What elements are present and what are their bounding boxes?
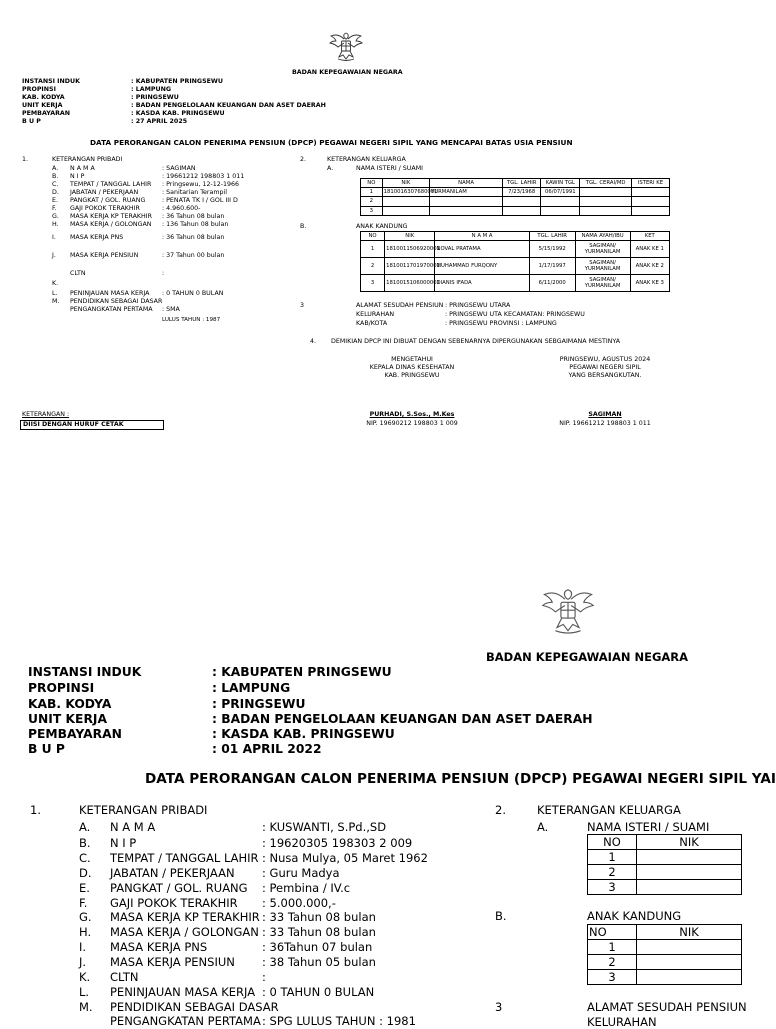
item-value: : PENATA TK I / GOL III D xyxy=(162,197,238,204)
table-cell: DIANIS IFADA xyxy=(435,275,529,292)
item-value: : 5.000.000,- xyxy=(262,896,336,910)
item-key: F. xyxy=(52,205,57,212)
item-key: D. xyxy=(79,866,92,880)
table-cell: ANAK KE 1 xyxy=(630,241,670,258)
item-label: GAJI POKOK TERAKHIR xyxy=(70,205,140,212)
statement-text: DEMIKIAN DPCP INI DIBUAT DENGAN SEBENARNYA DIPERGUNAKAN SEBGAIMANA MESTINYA xyxy=(331,338,621,345)
column-header: NO xyxy=(361,179,383,188)
item-value: : 19620305 198303 2 009 xyxy=(262,836,413,850)
item-label: TEMPAT / TANGGAL LAHIR xyxy=(110,851,259,865)
table-cell: 06/07/1991 xyxy=(541,188,580,197)
column-header: KET xyxy=(630,232,670,241)
address-label: KAB/KOTA xyxy=(356,320,388,327)
header-label: INSTANSI INDUK xyxy=(22,78,80,85)
section-number: 2. xyxy=(300,156,307,163)
item-key: F. xyxy=(79,896,88,910)
item-label: CLTN xyxy=(70,270,86,277)
table-cell: NOVAL PRATAMA xyxy=(435,241,529,258)
item-label: N A M A xyxy=(70,165,95,172)
item-key: J. xyxy=(52,252,56,259)
signature-right xyxy=(555,356,655,381)
item-label: PENINJAUAN MASA KERJA xyxy=(110,985,256,999)
table-cell: 2 xyxy=(588,865,637,880)
item-value: : SMA xyxy=(162,306,180,313)
agency-title: BADAN KEPEGAWAIAN NEGARA xyxy=(486,650,689,664)
item-value: : 0 TAHUN 0 BULAN xyxy=(262,985,375,999)
signature-line: PRINGSEWU, AGUSTUS 2024 xyxy=(559,356,651,363)
item-key: A. xyxy=(327,165,334,172)
column-header: NAMA xyxy=(430,179,503,188)
column-header: NO xyxy=(588,925,637,940)
item-key: H. xyxy=(79,925,92,939)
header-value: : LAMPUNG xyxy=(212,681,291,695)
column-header: N A M A xyxy=(435,232,529,241)
table-row xyxy=(588,970,742,985)
item-value: : 4.960.600- xyxy=(162,205,201,212)
header-label: UNIT KERJA xyxy=(28,712,108,726)
address-value: : PRINGSEWU PROVINSI : LAMPUNG xyxy=(445,320,557,327)
item-label: PANGKAT / GOL. RUANG xyxy=(110,881,248,895)
item-label: MASA KERJA PENSIUN xyxy=(70,252,139,259)
item-value: : 36Tahun 07 bulan xyxy=(262,940,373,954)
item-label: MASA KERJA / GOLONGAN xyxy=(70,221,152,228)
item-value: : SAGIMAN xyxy=(162,165,196,172)
subsection-title: NAMA ISTERI / SUAMI xyxy=(587,820,710,834)
item-label: PENGANGKATAN PERTAMA xyxy=(70,306,153,313)
table-row xyxy=(361,241,670,258)
table-cell: 1 xyxy=(361,188,383,197)
table-row xyxy=(588,940,742,955)
item-key: G. xyxy=(79,910,92,924)
item-label: PENDIDIKAN SEBAGAI DASAR xyxy=(110,1000,279,1014)
item-label: MASA KERJA KP TERAKHIR xyxy=(70,213,152,220)
column-header: NIK xyxy=(382,179,429,188)
header-value: : 27 APRIL 2025 xyxy=(131,118,188,125)
item-label: MASA KERJA PNS xyxy=(110,940,208,954)
item-value: : 36 Tahun 08 bulan xyxy=(162,234,225,241)
address-label: ALAMAT SESUDAH PENSIUN xyxy=(356,302,444,309)
signature-line: YANG BERSANGKUTAN. xyxy=(568,372,642,380)
item-key: B. xyxy=(495,909,507,923)
column-header: TGL. LAHIR xyxy=(503,179,541,188)
item-key: D. xyxy=(52,189,59,196)
table-cell: ANAK KE 2 xyxy=(630,258,670,275)
section-number: 4. xyxy=(310,338,317,345)
item-value: : 19661212 198803 1 011 xyxy=(162,173,245,180)
signature-left xyxy=(362,356,462,381)
item-label: CLTN xyxy=(110,970,139,984)
table-row xyxy=(361,188,670,197)
item-value: : 0 TAHUN 0 BULAN xyxy=(162,290,224,297)
table-row xyxy=(588,850,742,865)
item-key: E. xyxy=(79,881,90,895)
item-value: : 136 Tahun 08 bulan xyxy=(162,221,229,228)
address-label: ALAMAT SESUDAH PENSIUN xyxy=(587,1000,747,1014)
table-cell: 1810011701970001 xyxy=(385,258,435,275)
table-cell xyxy=(580,188,632,197)
item-key: M. xyxy=(79,1000,93,1014)
address-label: KELURAHAN xyxy=(356,311,395,318)
table-cell: 1810011506920001 xyxy=(385,241,435,258)
column-header: KAWIN TGL xyxy=(541,179,580,188)
item-label: N A M A xyxy=(110,820,156,834)
item-value: : SPG LULUS TAHUN : 1981 xyxy=(262,1014,416,1028)
header-value: : KASDA KAB. PRINGSEWU xyxy=(131,110,225,117)
header-value: : PRINGSEWU xyxy=(131,94,179,101)
item-key: K. xyxy=(79,970,91,984)
item-key: A. xyxy=(537,820,549,834)
item-key: B. xyxy=(300,223,307,230)
table-row xyxy=(588,880,742,895)
signature-line: KAB. PRINGSEWU xyxy=(384,372,440,380)
section-number: 2. xyxy=(495,803,506,817)
item-key: M. xyxy=(52,298,60,305)
item-key: H. xyxy=(52,221,59,228)
item-value: : 33 Tahun 08 bulan xyxy=(262,925,376,939)
item-key: A. xyxy=(52,165,59,172)
item-key: E. xyxy=(52,197,58,204)
item-label: PENINJAUAN MASA KERJA xyxy=(70,290,150,297)
agency-title: BADAN KEPEGAWAIAN NEGARA xyxy=(292,69,403,76)
item-value: : Sanitarian Terampil xyxy=(162,189,227,196)
table-cell xyxy=(631,188,669,197)
item-key: C. xyxy=(79,851,91,865)
table-cell: SAGIMAN/ YURMANILAM xyxy=(575,275,630,292)
item-key: I. xyxy=(52,234,56,241)
item-key: C. xyxy=(52,181,59,188)
section-number: 3 xyxy=(495,1000,503,1014)
subsection-title: ANAK KANDUNG xyxy=(356,223,408,230)
item-value: : Nusa Mulya, 05 Maret 1962 xyxy=(262,851,428,865)
header-label: KAB. KODYA xyxy=(28,697,112,711)
item-key: L. xyxy=(79,985,90,999)
address-label: KELURAHAN xyxy=(587,1015,657,1029)
item-key: J. xyxy=(79,955,87,969)
header-label: INSTANSI INDUK xyxy=(28,665,142,679)
item-label: N I P xyxy=(110,836,137,850)
item-label: PENGANGKATAN PERTAMA xyxy=(110,1014,261,1028)
table-cell: ANAK KE 3 xyxy=(630,275,670,292)
header-label: KAB. KODYA xyxy=(22,94,65,101)
spouse-table xyxy=(360,178,670,216)
item-value: : 33 Tahun 08 bulan xyxy=(262,910,376,924)
item-key: B. xyxy=(79,836,91,850)
children-table xyxy=(360,231,670,292)
item-value: : xyxy=(262,970,266,984)
signature-line: PEGAWAI NEGERI SIPIL xyxy=(569,364,641,372)
table-row xyxy=(361,275,670,292)
header-label: PROPINSI xyxy=(22,86,56,93)
item-value: : Pringsewu, 12-12-1966 xyxy=(162,181,240,188)
table-cell: 1810016307680001 xyxy=(383,189,438,196)
header-label: PEMBAYARAN xyxy=(28,727,122,741)
item-label: MASA KERJA PENSIUN xyxy=(110,955,235,969)
table-row xyxy=(361,258,670,275)
signer-nip: NIP. 19661212 198803 1 011 xyxy=(559,420,651,427)
table-cell: YURMANILAM xyxy=(430,188,503,197)
header-label: PEMBAYARAN xyxy=(22,110,71,117)
table-cell: 1 xyxy=(588,850,637,865)
column-header: NAMA AYAH/IBU xyxy=(575,232,630,241)
table-cell: MUHAMMAD FURQONY xyxy=(435,258,529,275)
table-cell: 5/15/1992 xyxy=(529,241,575,258)
subsection-title: NAMA ISTERI / SUAMI xyxy=(356,165,423,172)
section-title: KETERANGAN PRIBADI xyxy=(79,803,208,817)
item-value: : KUSWANTI, S.Pd.,SD xyxy=(262,820,387,834)
item-value: : 38 Tahun 05 bulan xyxy=(262,955,376,969)
signer-name: SAGIMAN xyxy=(588,411,622,418)
item-label: MASA KERJA / GOLONGAN xyxy=(110,925,259,939)
item-label: MASA KERJA PNS xyxy=(70,234,124,241)
header-value: : BADAN PENGELOLAAN KEUANGAN DAN ASET DAERAH xyxy=(131,102,326,109)
table-cell: 6/11/2000 xyxy=(529,275,575,292)
table-cell: 3 xyxy=(361,275,385,292)
document-title: DATA PERORANGAN CALON PENERIMA PENSIUN (DPCP) PEGAWAI NEGERI SIPIL YANG MENCAPAI BATAS USIA PENSIUN xyxy=(90,138,573,147)
signer-name: PURHADI, S.Sos., M.Kes xyxy=(369,411,455,418)
item-value: : xyxy=(162,270,165,277)
table-cell: 3 xyxy=(588,970,637,985)
header-value: : 01 APRIL 2022 xyxy=(212,742,322,756)
section-number: 1. xyxy=(30,803,41,817)
header-value: : KASDA KAB. PRINGSEWU xyxy=(212,727,395,741)
header-value: : BADAN PENGELOLAAN KEUANGAN DAN ASET DAERAH xyxy=(212,712,593,726)
item-label: JABATAN / PEKERJAAN xyxy=(110,866,235,880)
column-header: NO xyxy=(361,232,385,241)
item-key: B. xyxy=(52,173,59,180)
document-title: DATA PERORANGAN CALON PENERIMA PENSIUN (DPCP) PEGAWAI NEGERI SIPIL YAI xyxy=(145,771,776,787)
table-cell: SAGIMAN/ YURMANILAM xyxy=(575,241,630,258)
header-label: PROPINSI xyxy=(28,681,95,695)
item-label: MASA KERJA KP TERAKHIR xyxy=(110,910,260,924)
signer-nip: NIP. 19690212 198803 1 009 xyxy=(366,420,458,427)
item-key: L. xyxy=(52,290,58,297)
table-row xyxy=(588,865,742,880)
item-label: JABATAN / PEKERJAAN xyxy=(70,189,139,196)
table-cell: 2 xyxy=(588,955,637,970)
header-value: : KABUPATEN PRINGSEWU xyxy=(131,78,223,85)
item-label: PANGKAT / GOL. RUANG xyxy=(70,197,146,204)
header-value: : LAMPUNG xyxy=(131,86,172,93)
column-header: TGL. CERAI/MD xyxy=(580,179,632,188)
item-value: : 37 Tahun 00 bulan xyxy=(162,252,225,259)
table-row xyxy=(361,206,670,215)
table-cell: 2 xyxy=(361,197,383,206)
table-cell: 3 xyxy=(361,206,383,215)
address-value: : PRINGSEWU UTA KECAMATAN: PRINGSEWU xyxy=(445,311,585,318)
column-header: NIK xyxy=(385,232,435,241)
item-label: GAJI POKOK TERAKHIR xyxy=(110,896,238,910)
header-value: : PRINGSEWU xyxy=(212,697,306,711)
header-label: B U P xyxy=(28,742,65,756)
signature-line: KEPALA DINAS KESEHATAN xyxy=(369,364,455,372)
item-value: : 36 Tahun 08 bulan xyxy=(162,213,225,220)
garuda-emblem-icon xyxy=(539,585,597,637)
note-box: DIISI DENGAN HURUF CETAK xyxy=(20,420,164,430)
table-cell: 1810015106000001 xyxy=(385,275,435,292)
table-row xyxy=(361,197,670,206)
item-value: : Pembina / IV.c xyxy=(262,881,351,895)
garuda-emblem-icon xyxy=(329,30,363,63)
section-number: 3 xyxy=(300,302,305,309)
spouse-table xyxy=(587,834,742,895)
table-cell: SAGIMAN/ YURMANILAM xyxy=(575,258,630,275)
column-header: NO xyxy=(588,835,637,850)
graduation-year: LULUS TAHUN : 1987 xyxy=(162,317,221,323)
table-cell: 1 xyxy=(361,241,385,258)
table-cell: 2 xyxy=(361,258,385,275)
address-value: : PRINGSEWU UTARA xyxy=(445,302,511,309)
header-label: B U P xyxy=(22,118,41,125)
item-label: N I P xyxy=(70,173,85,180)
item-label: PENDIDIKAN SEBAGAI DASAR xyxy=(70,298,163,305)
section-title: KETERANGAN PRIBADI xyxy=(52,156,123,163)
children-table xyxy=(587,924,742,985)
item-value: : Guru Madya xyxy=(262,866,340,880)
table-cell: 1 xyxy=(588,940,637,955)
section-number: 1. xyxy=(22,156,29,163)
item-key: A. xyxy=(79,820,91,834)
column-header: NIK xyxy=(637,835,742,850)
table-cell: 7/23/1968 xyxy=(503,188,541,197)
item-key: I. xyxy=(79,940,87,954)
table-cell: 1/17/1997 xyxy=(529,258,575,275)
column-header: ISTERI KE xyxy=(631,179,669,188)
section-title: KETERANGAN KELUARGA xyxy=(537,803,681,817)
item-key: K. xyxy=(52,280,59,287)
column-header: TGL. LAHIR xyxy=(529,232,575,241)
column-header: NIK xyxy=(637,925,742,940)
item-key: G. xyxy=(52,213,59,220)
header-value: : KABUPATEN PRINGSEWU xyxy=(212,665,392,679)
table-cell: 3 xyxy=(588,880,637,895)
table-row xyxy=(588,955,742,970)
note-label: KETERANGAN : xyxy=(22,411,70,418)
section-title: KETERANGAN KELUARGA xyxy=(327,156,406,163)
subsection-title: ANAK KANDUNG xyxy=(587,909,682,923)
signature-line: MENGETAHUI xyxy=(391,356,433,363)
item-label: TEMPAT / TANGGAL LAHIR xyxy=(70,181,152,188)
header-label: UNIT KERJA xyxy=(22,102,63,109)
